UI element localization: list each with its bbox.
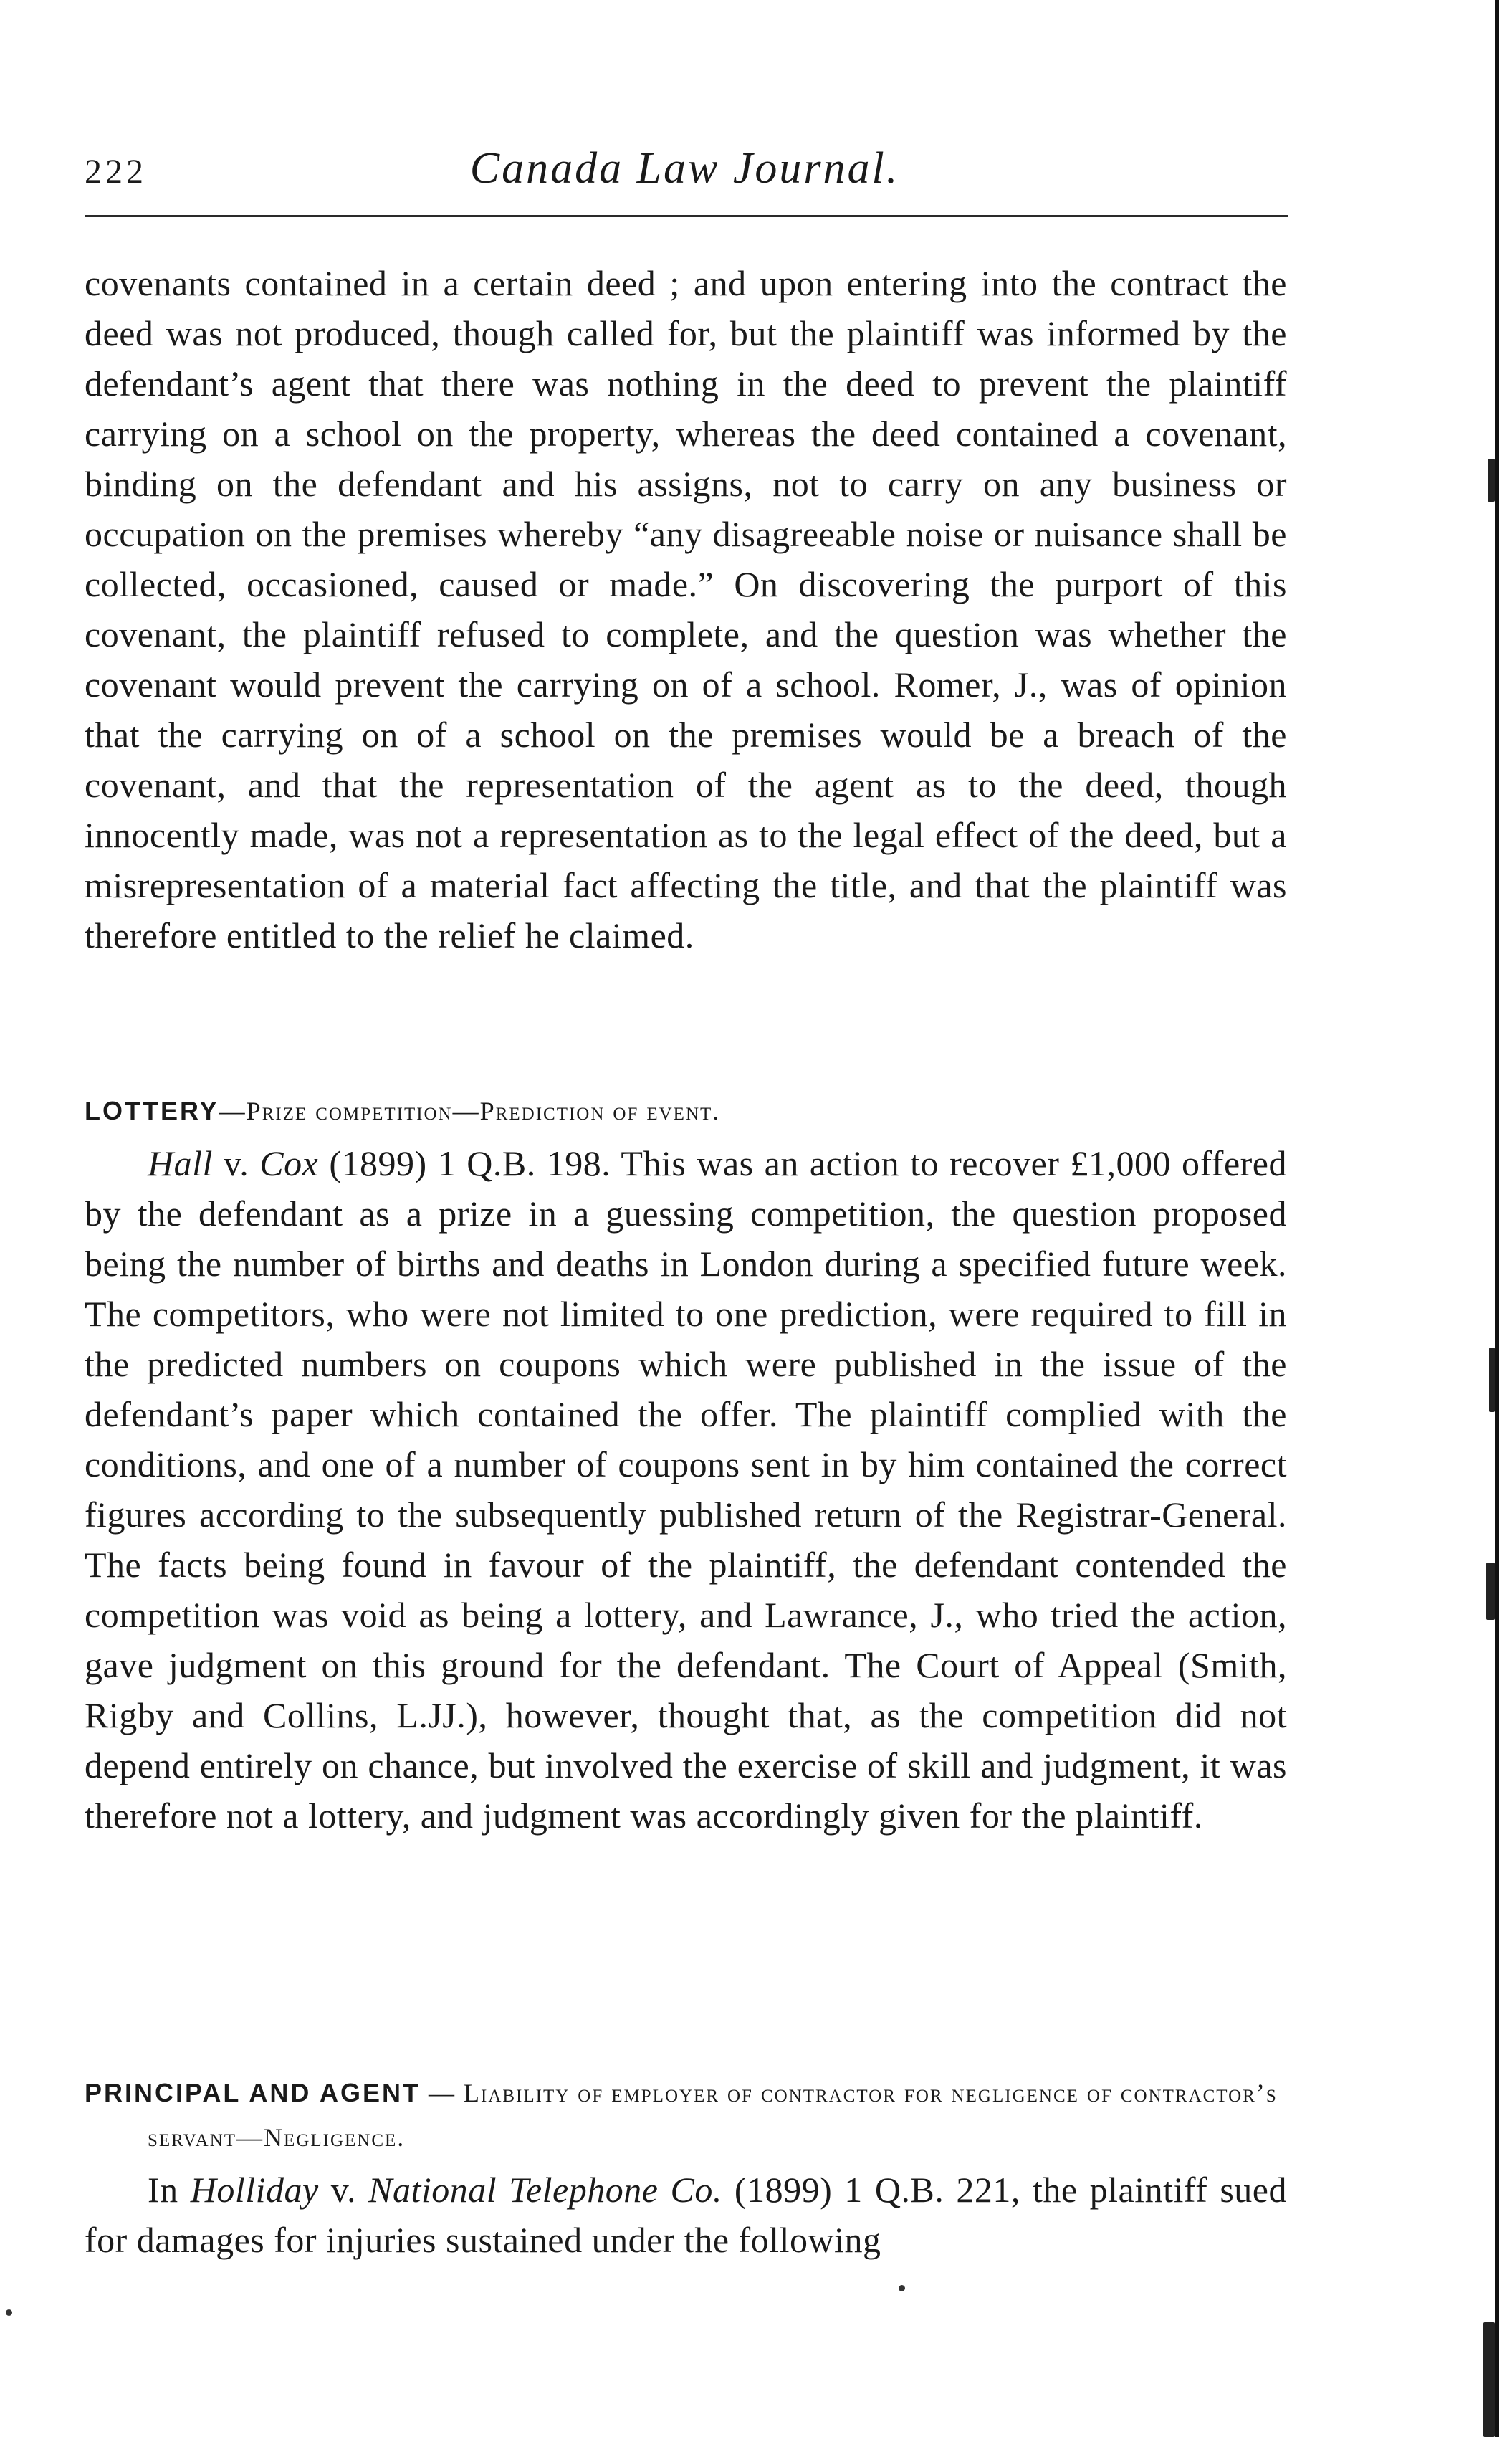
running-title: Canada Law Journal. (469, 144, 900, 193)
heading-principal-title: PRINCIPAL AND AGENT (85, 2078, 421, 2107)
page-number: 222 (85, 153, 147, 191)
versus: v. (212, 1143, 260, 1183)
paragraph-hall-body: (1899) 1 Q.B. 198. This was an action to recover £1,000 offered by the defendant as a prize in a guessing competition, the question proposed being the number of births and deaths in London during a specified future week. The competitors, who were not limited to one prediction, were required to fill in the predicted numbers on coupons which were published in the issue of the defendant’s paper which contained the offer. The plaintiff complied with the conditions, and one of a number of coupons sent in by him contained the correct figures according to the subsequently published return of the Registrar-General. The facts being found in favour of the plaintiff, the defendant contended the competition was void as being a lottery, and Lawrance, J., who tried the action, gave judgment on this ground for the defendant. The Court of Appeal (Smith, Rigby and Collins, L.JJ.), however, thought that, as the competition did not depend entirely on chance, but involved the exercise of skill and judgment, it was therefore not a lottery, and judgment was accordingly given for the plaintiff. (85, 1143, 1287, 1836)
case-name-hall: Hall (148, 1143, 213, 1183)
paragraph-holliday-body: (1899) 1 Q.B. 221, the plaintiff sued for damages for injuries sustained under the following (85, 2170, 1288, 2260)
ink-dot (6, 2309, 12, 2316)
heading-lottery-subtitle: —Prize competition—Prediction of event. (219, 1097, 721, 1125)
edge-speck (1488, 459, 1495, 502)
paragraph-continuation (85, 258, 1287, 960)
running-header (85, 136, 1285, 208)
section-lottery (85, 1089, 1287, 1841)
heading-principal-agent (85, 2071, 1287, 2160)
section-principal-agent (85, 2071, 1287, 2265)
versus: v. (318, 2170, 369, 2210)
heading-lottery-title: LOTTERY (85, 1096, 219, 1125)
heading-lottery (85, 1089, 1287, 1134)
case-name-holliday: Holliday (190, 2170, 319, 2210)
paragraph-holliday-in: In (148, 2170, 191, 2210)
page-edge-shadow (1495, 0, 1499, 2437)
edge-speck (1489, 1348, 1495, 1412)
paragraph-deed-covenant: covenants contained in a certain deed ; and upon entering into the contract the deed was not produced, though called for, but the plaintiff was informed by the defendant’s agent that there was nothing in the deed to prevent the plaintiff carrying on a school on the property, whereas the deed contained a covenant, binding on the defendant and his assigns, not to carry on any business or occupation on the premises whereby “any disagreeable noise or nuisance shall be collected, occasioned, caused or made.” On discovering the purport of this covenant, the plaintiff refused to complete, and the question was whether the covenant would prevent the carrying on of a school. Romer, J., was of opinion that the carrying on of a school on the premises would be a breach of the covenant, and that the representation of the agent as to the deed, though innocently made, was not a representation as to the legal effect of the deed, but a misrepresentation of a material fact affecting the title, and that the plaintiff was therefore entitled to the relief he claimed. (85, 263, 1287, 955)
header-rule (85, 215, 1288, 217)
paragraph-holliday (85, 2165, 1287, 2265)
case-name-cox: Cox (259, 1143, 319, 1183)
case-name-national-telephone: National Telephone Co. (368, 2170, 722, 2210)
paragraph-hall-v-cox (85, 1138, 1287, 1841)
edge-speck (1486, 1563, 1495, 1620)
edge-speck (1483, 2322, 1495, 2437)
heading-principal-subtitle: — Liability of employer of contractor for negligence of contractor’s servant—Negligence. (148, 2079, 1278, 2152)
ink-dot (899, 2285, 905, 2291)
